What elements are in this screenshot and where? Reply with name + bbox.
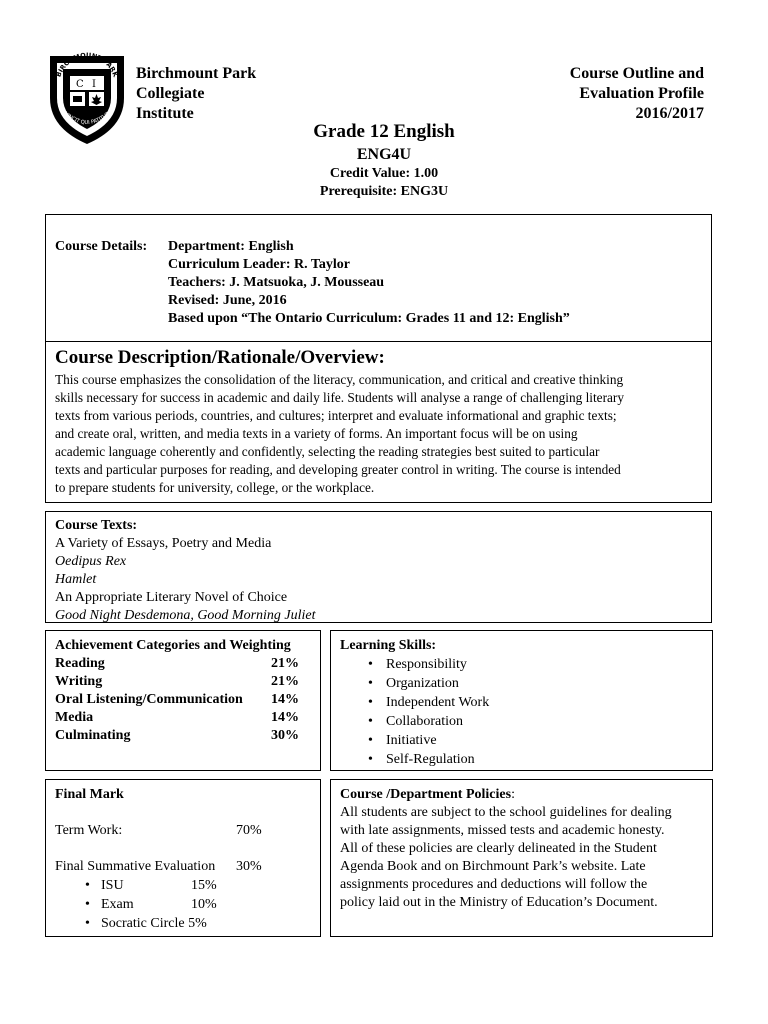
detail-line: Curriculum Leader: R. Taylor (168, 257, 350, 272)
achievement-row (55, 673, 299, 691)
description-line: and create oral, written, and media texts in a variety of forms. An important focus will be on using (55, 426, 578, 441)
school-name (136, 64, 256, 124)
policy-line: assignments procedures and deductions will follow the (340, 877, 648, 892)
crest-motto-text: VINCIT QUI PATITUR (62, 110, 112, 127)
course-text-item: A Variety of Essays, Poetry and Media (55, 536, 272, 551)
credit-value: Credit Value: 1.00 (329, 166, 439, 181)
achievement-label: Media (55, 710, 94, 725)
course-code: ENG4U (356, 146, 412, 163)
outline-line: Evaluation Profile (579, 85, 704, 102)
achievement-row (55, 727, 299, 745)
summative-item-value: 15% (191, 878, 217, 893)
detail-line: Based upon “The Ontario Curriculum: Grades 11 and 12: English” (168, 311, 570, 326)
policy-line: All students are subject to the school guidelines for dealing (340, 805, 672, 820)
policies-heading: Course /Department Policies (340, 787, 512, 802)
description-line: texts from various periods, countries, and cultures; interpret and evaluate informational and graphic texts; (55, 408, 617, 423)
policies-text (340, 804, 672, 912)
crest-letter-i: I (92, 79, 96, 90)
achievement-label: Culminating (55, 728, 131, 743)
detail-line: Revised: June, 2016 (168, 293, 287, 308)
learning-skills-heading: Learning Skills: (340, 638, 437, 653)
policy-line: Agenda Book and on Birchmount Park’s website. Late (340, 859, 646, 874)
learning-skills-box (330, 630, 713, 771)
detail-line: Teachers: J. Matsuoka, J. Mousseau (168, 275, 385, 290)
course-texts-heading: Course Texts: (55, 518, 138, 533)
final-mark-box (45, 779, 321, 937)
final-mark-heading: Final Mark (55, 787, 124, 802)
summative-item (55, 914, 217, 933)
description-line: to prepare students for university, college, or the workplace. (55, 480, 375, 495)
course-outline-title (570, 64, 704, 124)
achievement-label: Writing (55, 674, 103, 689)
summative-value: 30% (236, 859, 262, 874)
outline-line: 2016/2017 (635, 105, 704, 122)
achievement-list (55, 655, 299, 745)
description-line: academic language coherently and confidently, selecting the reading strategies best suited to particular (55, 444, 600, 459)
school-name-line: Birchmount Park (136, 65, 257, 82)
course-text-item: Hamlet (55, 572, 97, 587)
summative-label: Final Summative Evaluation (55, 859, 216, 874)
course-text-item: Oedipus Rex (55, 554, 127, 569)
crest-letter-c: C (76, 79, 84, 90)
prerequisite: Prerequisite: ENG3U (319, 184, 449, 199)
description-line: This course emphasizes the consolidation of the literacy, communication, and critical and creative thinking (55, 372, 624, 387)
summative-item-label: Socratic Circle (101, 916, 185, 931)
course-text-item: Good Night Desdemona, Good Morning Juliet (55, 608, 316, 623)
description-heading: Course Description/Rationale/Overview: (55, 347, 385, 368)
learning-skill-item: • Responsibility (340, 655, 489, 674)
learning-skills-list (340, 655, 489, 769)
course-text-item: An Appropriate Literary Novel of Choice (55, 590, 288, 605)
policies-box (330, 779, 713, 937)
description-text (55, 371, 624, 497)
description-line: texts and particular purposes for reading, and developing greater control in writing. The course is intended (55, 462, 621, 477)
achievement-row (55, 709, 299, 727)
achievement-box (45, 630, 321, 771)
policies-heading-colon: : (511, 787, 515, 802)
achievement-value: 14% (271, 692, 299, 707)
policy-line: policy laid out in the Ministry of Education’s Document. (340, 895, 658, 910)
policies-heading-row (340, 786, 515, 804)
course-texts-list (55, 535, 316, 623)
achievement-label: Reading (55, 656, 105, 671)
achievement-value: 21% (271, 674, 299, 689)
course-title: Grade 12 English (313, 121, 455, 142)
achievement-row (55, 691, 299, 709)
term-work-value: 70% (236, 823, 262, 838)
summative-breakdown-list (55, 876, 217, 933)
term-work-label: Term Work: (55, 823, 123, 838)
learning-skill-item: • Organization (340, 674, 489, 693)
description-line: skills necessary for success in academic and daily life. Students will analyse a range of challenging literary (55, 390, 624, 405)
summative-item-label: ISU (101, 878, 124, 893)
summative-item-value: 10% (191, 897, 217, 912)
summative-item (55, 876, 217, 895)
achievement-value: 14% (271, 710, 299, 725)
achievement-label: Oral Listening/Communication (55, 692, 243, 707)
learning-skill-item: • Collaboration (340, 712, 489, 731)
achievement-heading: Achievement Categories and Weighting (55, 638, 291, 653)
course-details-list (168, 238, 570, 328)
learning-skill-item: • Independent Work (340, 693, 489, 712)
outline-line: Course Outline and (569, 65, 704, 82)
learning-skill-item: • Self-Regulation (340, 750, 489, 769)
detail-line: Department: English (168, 239, 294, 254)
course-details-label: Course Details: (55, 239, 148, 254)
achievement-row (55, 655, 299, 673)
summative-item (55, 895, 217, 914)
school-name-line: Institute (136, 105, 194, 122)
policy-line: All of these policies are clearly delineated in the Student (340, 841, 657, 856)
summative-item-label: Exam (101, 897, 134, 912)
achievement-value: 21% (271, 656, 299, 671)
summative-item-value: 5% (188, 916, 207, 931)
achievement-value: 30% (271, 728, 299, 743)
crest-top-text: BIRCHMOUNT PARK (54, 51, 120, 79)
section-divider (46, 341, 711, 342)
course-texts-box (45, 511, 712, 623)
school-name-line: Collegiate (136, 85, 205, 102)
course-details-box (45, 214, 712, 503)
policy-line: with late assignments, missed tests and academic honesty. (340, 823, 665, 838)
learning-skill-item: • Initiative (340, 731, 489, 750)
